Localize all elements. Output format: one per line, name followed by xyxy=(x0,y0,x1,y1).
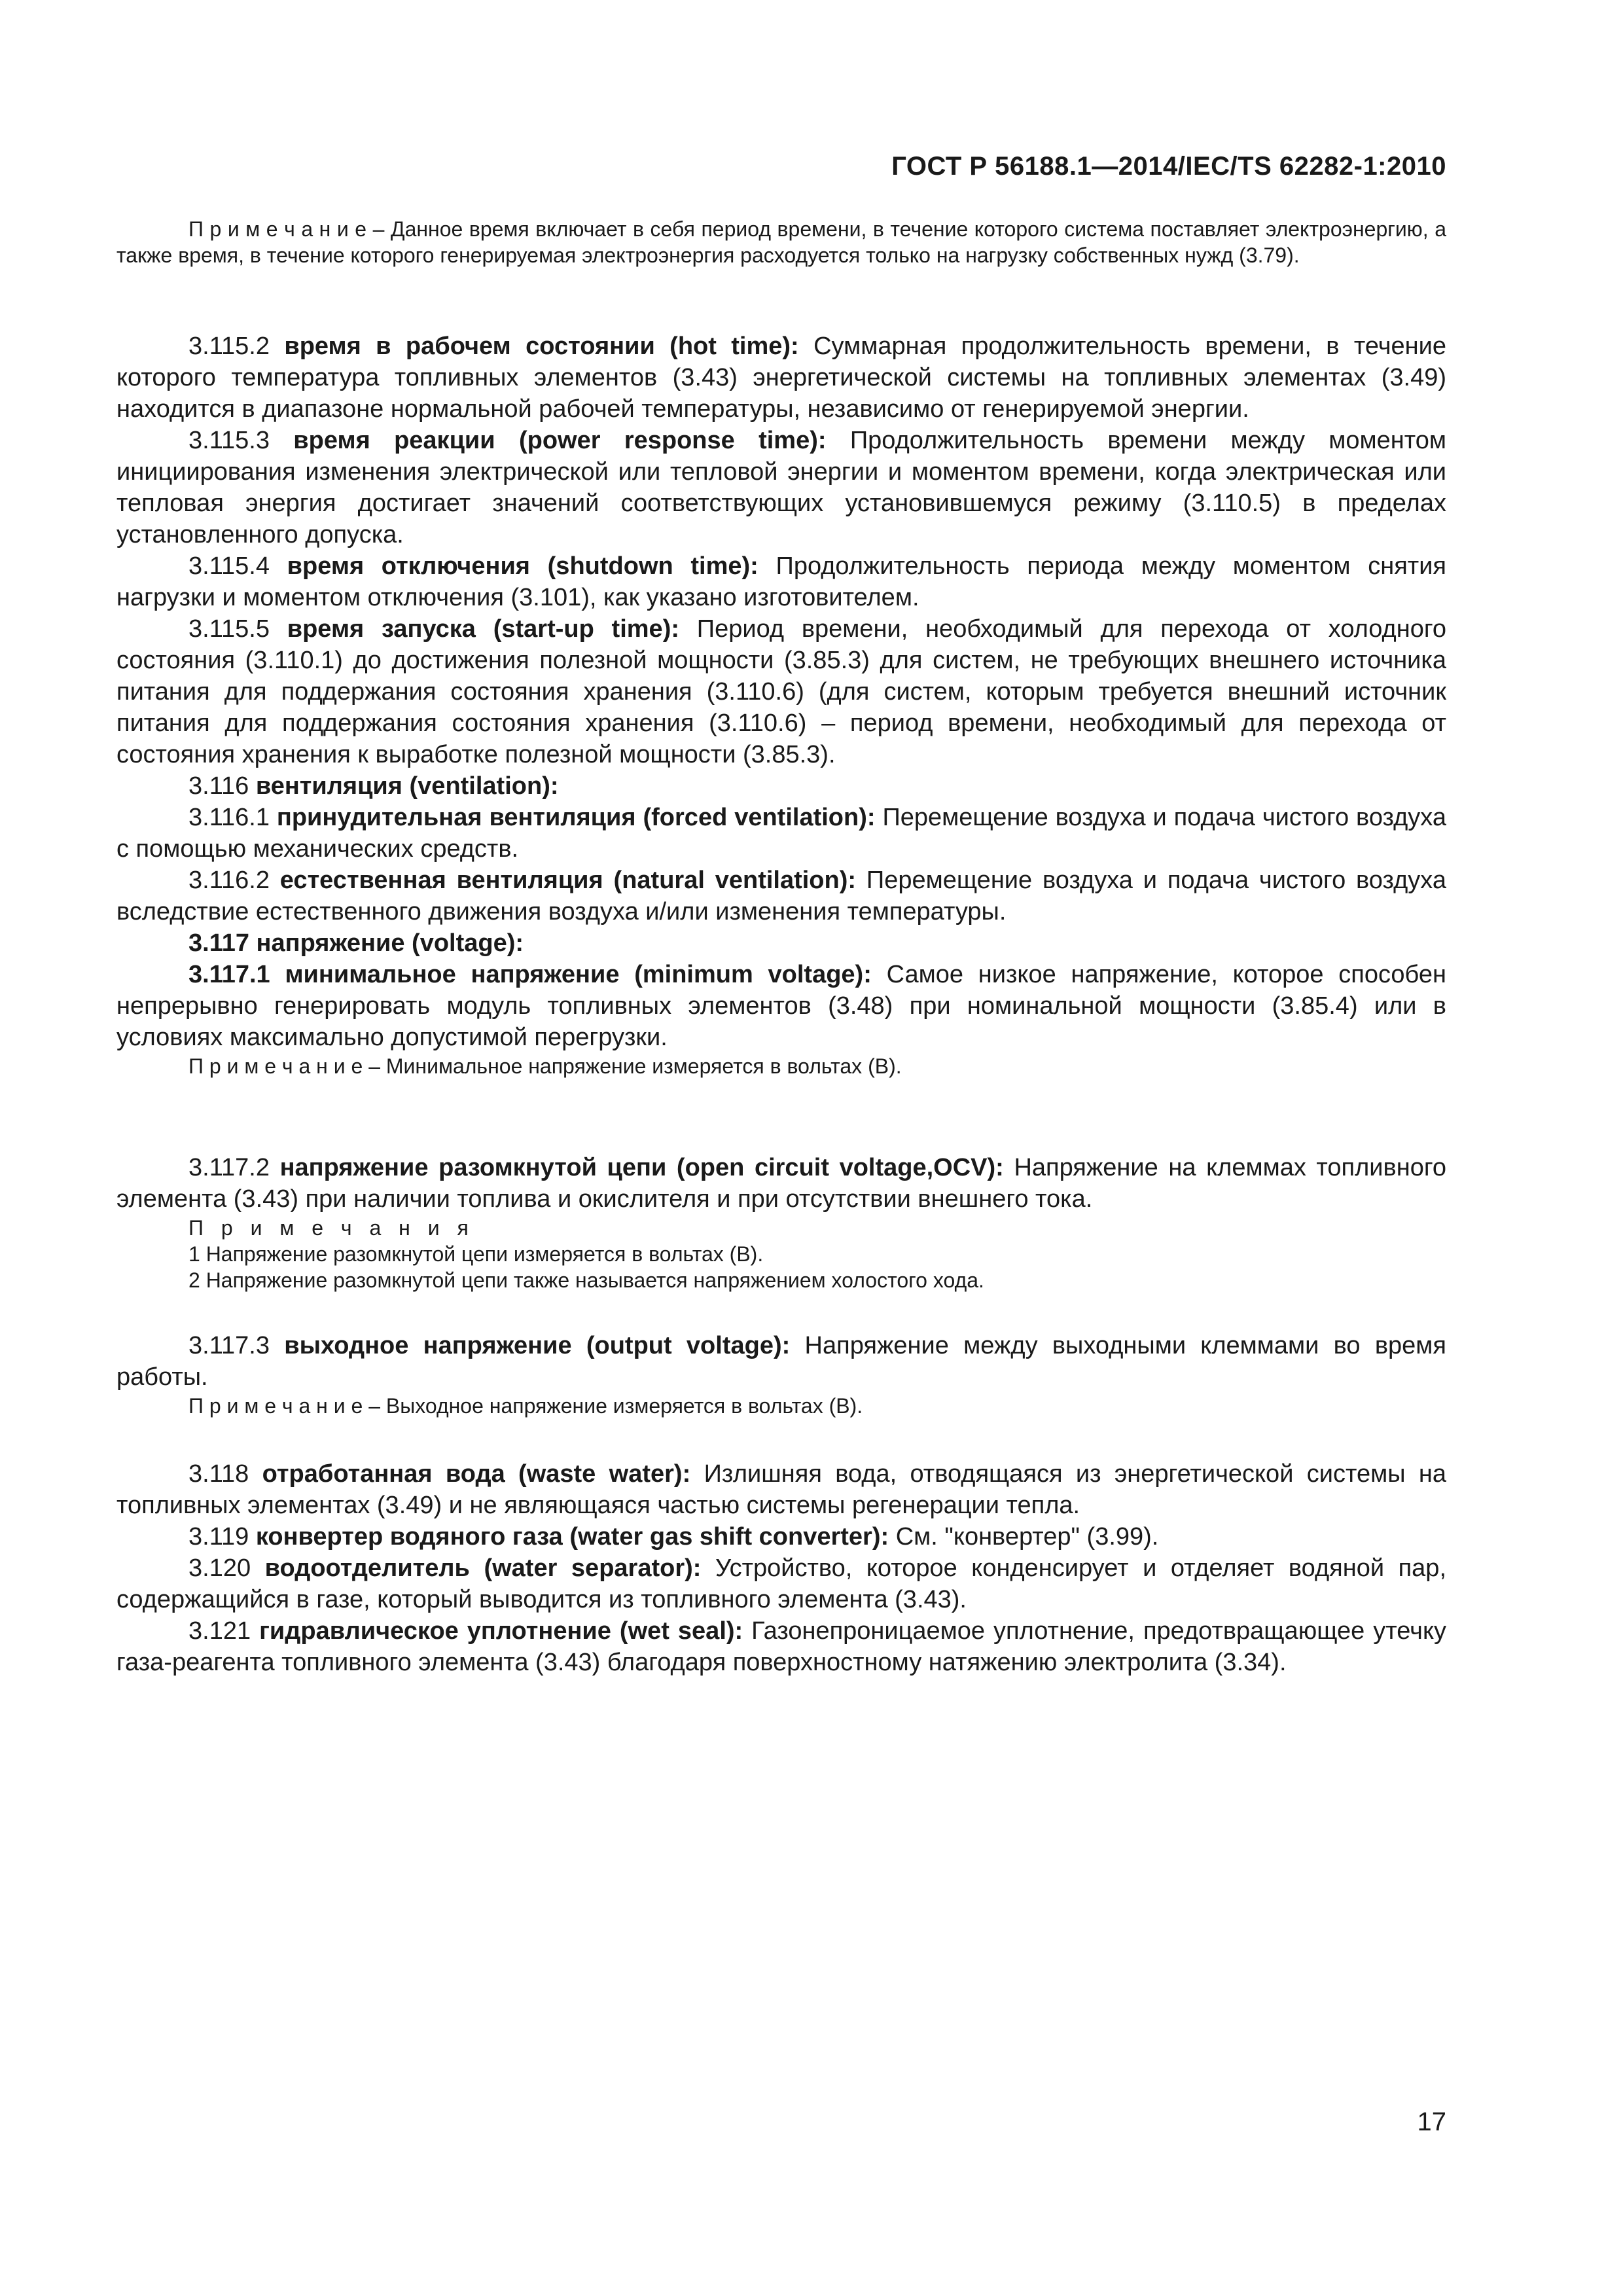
page-number: 17 xyxy=(1417,2108,1446,2136)
term-number: 3.118 xyxy=(188,1460,262,1488)
term-number: 3.116.2 xyxy=(188,867,280,894)
term-3-117-3 xyxy=(116,1330,1446,1393)
term-title: напряжение разомкнутой цепи (open circuit voltage,OCV): xyxy=(279,1154,1004,1181)
term-definition: Газонепроницаемое уплотнение, предотвращающее утечку газа-реагента топливного элемента (3.43) благодаря поверхностному натяжению электролита (3.34). xyxy=(116,1617,1446,1676)
note-3-117-1 xyxy=(116,1053,1446,1079)
term-title: время реакции (power response time): xyxy=(293,427,827,454)
note-label: П р и м е ч а н и е xyxy=(188,1054,363,1078)
term-title: время отключения (shutdown time): xyxy=(287,552,758,580)
term-number: 3.119 xyxy=(188,1523,256,1551)
term-title: время запуска (start-up time): xyxy=(287,615,680,643)
term-3-115-2 xyxy=(116,331,1446,425)
standard-designation: ГОСТ Р 56188.1—2014/IEC/TS 62282-1:2010 xyxy=(891,152,1446,181)
note-text: – Данное время включает в себя период времени, в течение которого система поставляет электроэнергию, а также время, в течение которого генерируемая электроэнергия расходуется только на нагрузку собственных нужд (3.79). xyxy=(116,217,1447,267)
term-title: 3.117.1 минимальное напряжение (minimum voltage): xyxy=(188,961,872,988)
term-definition: См. "конвертер" (3.99). xyxy=(889,1523,1159,1551)
note-text: – Выходное напряжение измеряется в вольтах (В). xyxy=(363,1394,863,1418)
term-number: 3.120 xyxy=(188,1554,265,1582)
term-definition: Устройство, которое конденсирует и отделяет водяной пар, содержащийся в газе, который выводится из топливного элемента (3.43). xyxy=(116,1554,1447,1613)
notes-label: П р и м е ч а н и я xyxy=(188,1216,474,1240)
terms-block-2 xyxy=(116,1152,1446,1293)
term-definition: Суммарная продолжительность времени, в течение которого температура топливных элементов (3.43) энергетической системы на топливных элементах (3.49) находится в диапазоне нормальной рабочей температуры, независимо от генерируемой энергии. xyxy=(116,332,1446,423)
term-title: вентиляция (ventilation): xyxy=(255,772,559,800)
term-title: принудительная вентиляция (forced ventilation): xyxy=(276,804,876,831)
term-number: 3.115.3 xyxy=(188,427,294,454)
term-title: время в рабочем состоянии (hot time): xyxy=(284,332,799,360)
note-label: П р и м е ч а н и е xyxy=(188,217,367,241)
term-title: выходное напряжение (output voltage): xyxy=(284,1332,791,1359)
term-3-115-3 xyxy=(116,425,1446,550)
term-title: отработанная вода (waste water): xyxy=(262,1460,691,1488)
term-definition: Перемещение воздуха и подача чистого воздуха с помощью механических средств. xyxy=(116,804,1446,863)
term-number: 3.115.4 xyxy=(188,552,287,580)
term-3-120 xyxy=(116,1552,1446,1615)
term-number: 3.117.2 xyxy=(188,1154,280,1181)
note-text: – Минимальное напряжение измеряется в вольтах (В). xyxy=(363,1054,902,1078)
term-3-116-2 xyxy=(116,865,1446,927)
term-number: 3.115.5 xyxy=(188,615,287,643)
term-3-117-1 xyxy=(116,959,1446,1053)
term-number: 3.116 xyxy=(188,772,256,800)
note-top xyxy=(116,216,1446,268)
note-2: 2 Напряжение разомкнутой цепи также называется напряжением холостого хода. xyxy=(188,1268,984,1292)
term-number: 3.116.1 xyxy=(188,804,277,831)
term-number: 3.115.2 xyxy=(188,332,285,360)
term-title: гидравлическое уплотнение (wet seal): xyxy=(259,1617,743,1645)
note-3-117-3 xyxy=(116,1393,1446,1419)
note-paragraph xyxy=(116,216,1446,268)
term-3-119 xyxy=(116,1521,1446,1552)
term-definition: Продолжительность времени между моментом инициирования изменения электрической или тепловой энергии и моментом времени, когда электрическая или тепловая энергия достигает значений соответствующих установившемуся режиму (3.110.5) в пределах установленного допуска. xyxy=(116,427,1447,548)
note-label: П р и м е ч а н и е xyxy=(188,1394,363,1418)
term-title: 3.117 напряжение (voltage): xyxy=(188,929,524,957)
note-1: 1 Напряжение разомкнутой цепи измеряется в вольтах (В). xyxy=(188,1242,764,1266)
term-3-115-5 xyxy=(116,613,1446,770)
term-definition: Напряжение между выходными клеммами во время работы. xyxy=(116,1332,1446,1391)
term-number: 3.117.3 xyxy=(188,1332,285,1359)
term-3-121 xyxy=(116,1615,1446,1678)
term-3-118 xyxy=(116,1458,1446,1521)
term-definition: Период времени, необходимый для перехода от холодного состояния (3.110.1) до достижения полезной мощности (3.85.3) для систем, не требующих внешнего источника питания для поддержания состояния хранения (3.110.6) (для систем, которым требуется внешний источник питания для поддержания состояния хранения (3.110.6) – период времени, необходимый для перехода от состояния хранения к выработке полезной мощности (3.85.3). xyxy=(116,615,1446,768)
term-title: водоотделитель (water separator): xyxy=(264,1554,702,1582)
term-definition: Самое низкое напряжение, которое способен непрерывно генерировать модуль топливных элементов (3.48) при номинальной мощности (3.85.4) или в условиях максимально допустимой перегрузки. xyxy=(116,961,1446,1051)
terms-block-3 xyxy=(116,1330,1446,1419)
term-number: 3.121 xyxy=(188,1617,260,1645)
term-3-115-4 xyxy=(116,550,1446,613)
term-definition: Продолжительность периода между моментом снятия нагрузки и моментом отключения (3.101), как указано изготовителем. xyxy=(116,552,1446,611)
term-3-116 xyxy=(116,770,1446,802)
term-definition: Излишняя вода, отводящаяся из энергетической системы на топливных элементах (3.49) и не являющаяся частью системы регенерации тепла. xyxy=(116,1460,1446,1519)
term-definition: Перемещение воздуха и подача чистого воздуха вследствие естественного движения воздуха и/или изменения температуры. xyxy=(116,867,1446,925)
term-definition: Напряжение на клеммах топливного элемента (3.43) при наличии топлива и окислителя и при отсутствии внешнего тока. xyxy=(116,1154,1446,1213)
terms-block-4 xyxy=(116,1458,1446,1678)
term-3-117 xyxy=(116,927,1446,959)
term-title: конвертер водяного газа (water gas shift converter): xyxy=(255,1523,889,1551)
terms-block-1 xyxy=(116,331,1446,1079)
term-3-116-1 xyxy=(116,802,1446,865)
term-3-117-2 xyxy=(116,1152,1446,1215)
term-title: естественная вентиляция (natural ventilation): xyxy=(279,867,857,894)
